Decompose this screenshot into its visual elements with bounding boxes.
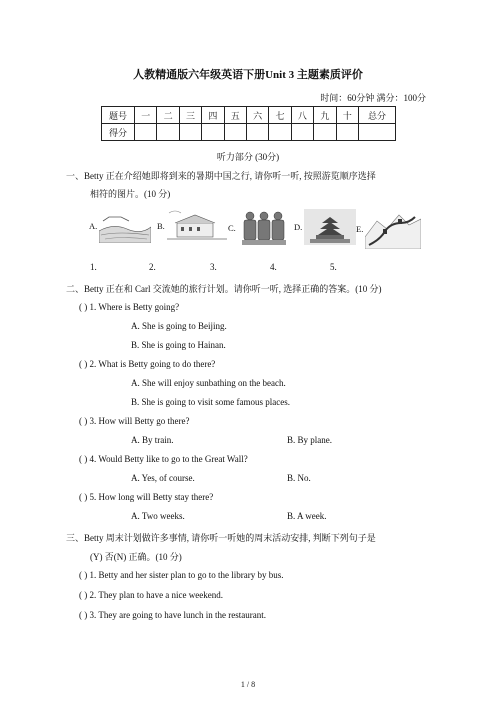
score-table — [101, 106, 396, 141]
answer-number: 2. — [149, 262, 156, 272]
score-header-cell: 十 — [336, 107, 358, 124]
score-cell — [179, 124, 201, 141]
statement: ( ) 2. They plan to have a nice weekend. — [79, 590, 224, 600]
score-cell — [246, 124, 268, 141]
picture-b — [157, 209, 227, 243]
score-cell — [314, 124, 336, 141]
option-b: B. A week. — [287, 511, 327, 521]
score-table-score-row — [102, 124, 396, 141]
score-header-cell: 五 — [224, 107, 246, 124]
score-header-cell: 题号 — [102, 107, 135, 124]
score-header-cell: 总分 — [359, 107, 396, 124]
beach-scene-illustration — [99, 209, 151, 243]
score-cell — [359, 124, 396, 141]
question: ( ) 5. How long will Betty stay there? — [79, 492, 214, 502]
answer-number: 4. — [270, 262, 277, 272]
score-header-cell: 一 — [135, 107, 157, 124]
answer-number: 3. — [210, 262, 217, 272]
part1-instruction: 一、Betty 正在介绍她即将到来的暑期中国之行, 请你听一听, 按照游览顺序选择 — [66, 171, 376, 181]
question: ( ) 3. How will Betty go there? — [79, 416, 190, 426]
option-a: A. She is going to Beijing. — [131, 321, 227, 331]
picture-label: A. — [89, 221, 98, 231]
picture-label: E. — [356, 224, 364, 234]
statement: ( ) 1. Betty and her sister plan to go to the library by bus. — [79, 570, 284, 580]
option-a: A. She will enjoy sunbathing on the beach. — [131, 378, 286, 388]
score-cell — [202, 124, 224, 141]
great-wall-illustration — [365, 209, 421, 249]
option-a: A. By train. — [131, 435, 174, 445]
option-a: A. Yes, of course. — [131, 473, 195, 483]
section-title: 听力部分 (30分) — [216, 152, 280, 162]
part1-instruction-cont: 相符的图片。(10 分) — [90, 189, 171, 199]
score-cell — [135, 124, 157, 141]
part2-instruction: 二、Betty 正在和 Carl 交流她的旅行计划。请你听一听, 选择正确的答案。(10 分) — [66, 284, 382, 294]
score-cell — [336, 124, 358, 141]
option-a: A. Two weeks. — [131, 511, 185, 521]
picture-a — [89, 209, 151, 243]
picture-label: B. — [157, 221, 165, 231]
page-title: 人教精通版六年级英语下册Unit 3 主题素质评价 — [133, 69, 363, 81]
option-b: B. By plane. — [287, 435, 332, 445]
score-header-cell: 二 — [157, 107, 179, 124]
picture-e — [356, 209, 421, 249]
question: ( ) 4. Would Betty like to go to the Great Wall? — [79, 454, 248, 464]
part3-instruction-cont: (Y) 否(N) 正确。(10 分) — [90, 552, 182, 562]
building-scene-illustration — [167, 209, 227, 243]
option-b: B. She is going to Hainan. — [131, 340, 226, 350]
picture-label: C. — [228, 223, 236, 233]
picture-d — [294, 209, 356, 245]
answer-number: 1. — [90, 262, 97, 272]
score-header-cell: 六 — [246, 107, 268, 124]
score-cell — [291, 124, 313, 141]
option-b: B. She is going to visit some famous places. — [131, 397, 290, 407]
score-header-cell: 九 — [314, 107, 336, 124]
picture-label: D. — [294, 222, 303, 232]
statement: ( ) 3. They are going to have lunch in the restaurant. — [79, 610, 267, 620]
option-b: B. No. — [287, 473, 311, 483]
score-header-cell: 七 — [269, 107, 291, 124]
question: ( ) 1. Where is Betty going? — [79, 302, 180, 312]
score-cell — [157, 124, 179, 141]
answer-number: 5. — [330, 262, 337, 272]
picture-c — [228, 209, 290, 247]
exam-meta: 时间：60分钟 满分：100分 — [320, 93, 426, 103]
score-table-header-row — [102, 107, 396, 124]
temple-of-heaven-illustration — [304, 209, 356, 245]
score-header-cell: 三 — [179, 107, 201, 124]
score-row-label: 得分 — [102, 124, 135, 141]
score-cell — [269, 124, 291, 141]
part3-instruction: 三、Betty 周末计划做许多事情, 请你听一听她的周末活动安排, 判断下列句子是 — [66, 533, 376, 543]
score-header-cell: 四 — [202, 107, 224, 124]
score-cell — [224, 124, 246, 141]
question: ( ) 2. What is Betty going to do there? — [79, 359, 216, 369]
terracotta-warriors-illustration — [238, 209, 290, 247]
page-number: 1 / 8 — [240, 680, 256, 689]
score-header-cell: 八 — [291, 107, 313, 124]
